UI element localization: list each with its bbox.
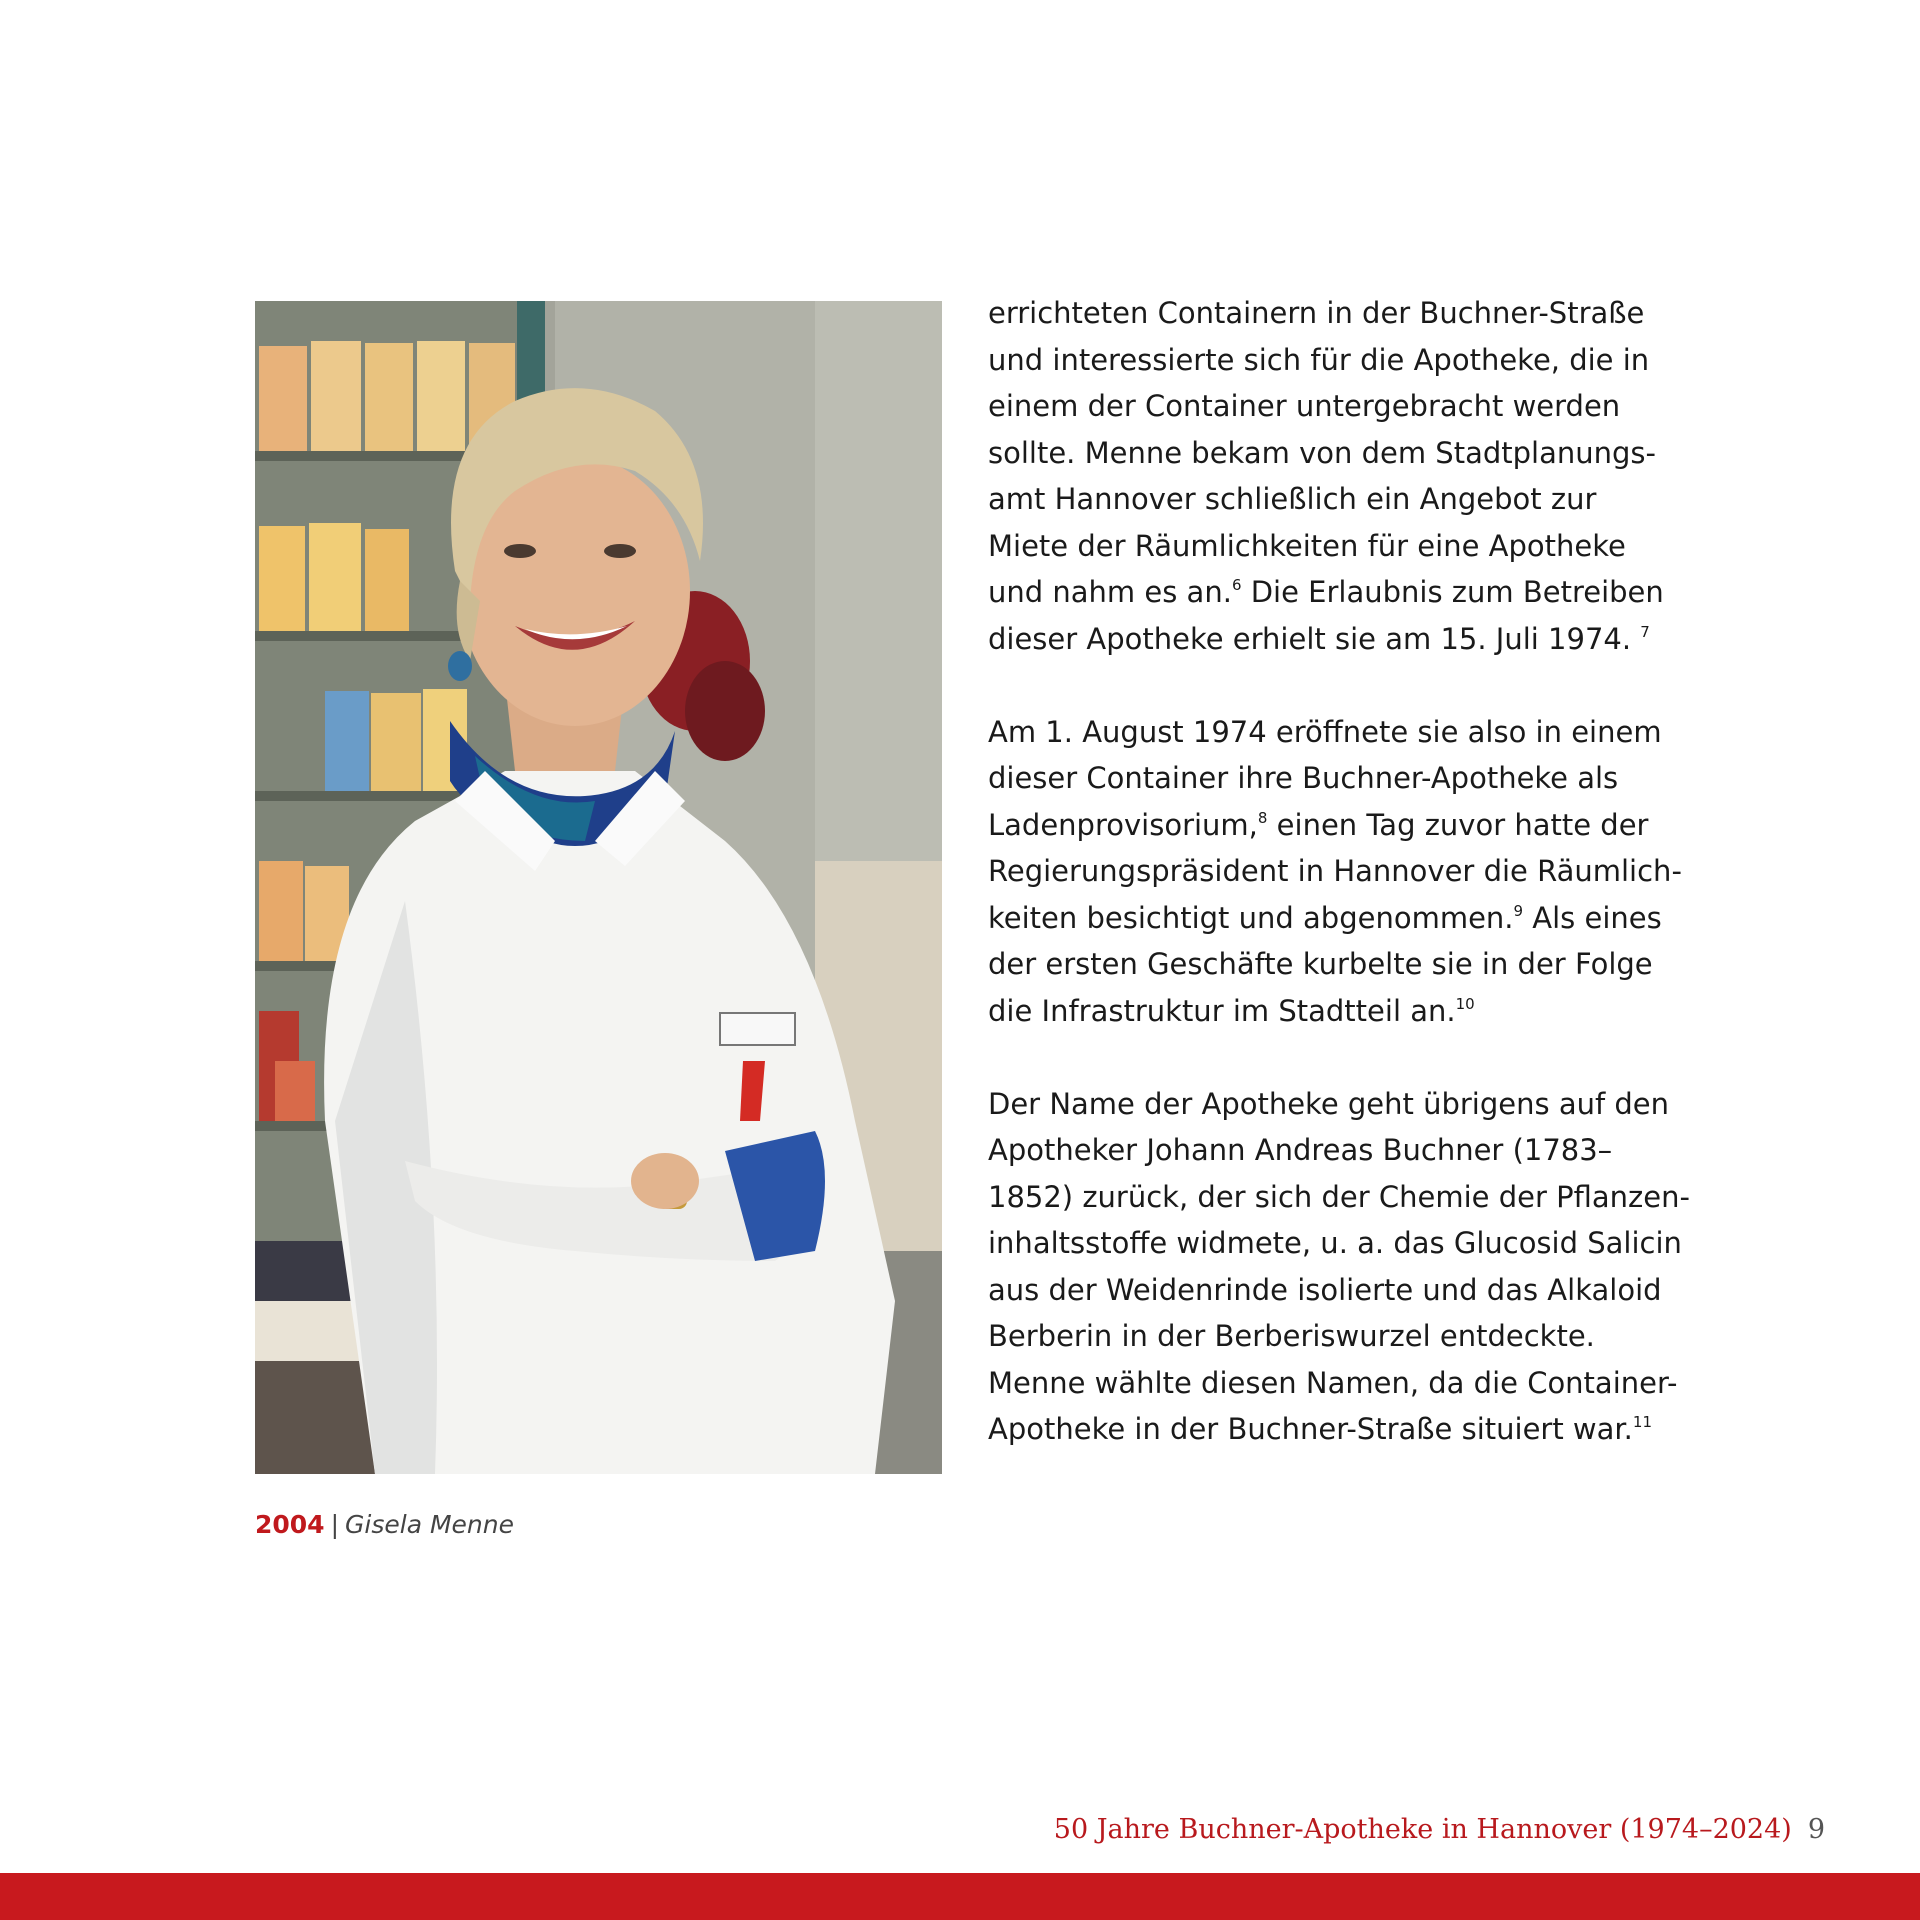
paragraph	[988, 709, 1688, 1035]
line-text: amt Hannover schließlich ein Angebot zur	[988, 482, 1597, 516]
footer-accent-bar	[0, 1873, 1920, 1920]
text-line	[988, 1406, 1688, 1453]
footer-book-title: 50 Jahre Buchner-Apotheke in Hannover (1974–2024)	[1053, 1814, 1792, 1845]
line-text: Ladenprovisorium,	[988, 807, 1258, 842]
line-text: der ersten Geschäfte kurbelte sie in der Folge	[988, 947, 1653, 981]
text-line	[988, 290, 1688, 337]
line-text: und interessierte sich für die Apotheke, die in	[988, 342, 1650, 377]
text-line	[988, 1360, 1688, 1407]
line-text: Apotheke in der Buchner-Straße situiert war.	[988, 1412, 1633, 1446]
line-text: errichteten Containern in der Buchner-Straße	[988, 296, 1645, 330]
line-text: Menne wählte diesen Namen, da die Container-	[988, 1365, 1678, 1400]
line-text: die Infrastruktur im Stadtteil an.	[988, 993, 1456, 1028]
text-line	[988, 337, 1688, 384]
text-line	[988, 616, 1688, 663]
line-text: aus der Weidenrinde isolierte und das Alkaloid	[988, 1272, 1662, 1307]
footnote-marker: 7	[1640, 622, 1650, 641]
photo-caption	[255, 1508, 514, 1542]
footnote-marker: 8	[1257, 808, 1268, 827]
footnote-marker: 10	[1455, 994, 1475, 1013]
text-line	[988, 383, 1688, 430]
line-text: 1852) zurück, der sich der Chemie der Pflanzen-	[988, 1179, 1690, 1214]
line-text: keiten besichtigt und abgenommen.	[988, 900, 1514, 935]
footnote-marker: 6	[1231, 576, 1242, 594]
running-footer	[1054, 1812, 1825, 1848]
line-text: Berberin in der Berberiswurzel entdeckte.	[988, 1319, 1595, 1353]
portrait-photo	[255, 301, 942, 1474]
text-line	[988, 1127, 1688, 1174]
text-line	[988, 1267, 1688, 1314]
body-text	[988, 290, 1688, 1499]
line-text: Der Name der Apotheke geht übrigens auf den	[988, 1086, 1670, 1121]
text-line	[988, 755, 1688, 802]
paragraph	[988, 290, 1688, 662]
line-text: sollte. Menne bekam von dem Stadtplanungs-	[988, 435, 1656, 470]
text-line	[988, 895, 1688, 942]
text-line	[988, 1313, 1688, 1360]
line-text: dieser Apotheke erhielt sie am 15. Juli 1974.	[988, 621, 1641, 656]
page-number: 9	[1807, 1814, 1825, 1845]
line-text: inhaltsstoffe widmete, u. a. das Glucosid Salicin	[988, 1226, 1682, 1260]
line-text-continued: einen Tag zuvor hatte der	[1267, 807, 1649, 842]
text-line	[988, 523, 1688, 570]
footnote-marker: 11	[1632, 1413, 1652, 1431]
text-line	[988, 476, 1688, 523]
line-text-continued: Die Erlaubnis zum Betreiben	[1241, 575, 1664, 609]
text-line	[988, 1081, 1688, 1128]
text-line	[988, 709, 1688, 756]
footnote-marker: 9	[1513, 901, 1524, 920]
text-line	[988, 941, 1688, 988]
caption-separator: |	[330, 1510, 340, 1539]
line-text: dieser Container ihre Buchner-Apotheke als	[988, 761, 1619, 795]
text-line	[988, 1174, 1688, 1221]
text-line	[988, 569, 1688, 616]
line-text: Regierungspräsident in Hannover die Räumlich-	[988, 854, 1682, 888]
caption-year: 2004	[255, 1510, 325, 1539]
paragraph	[988, 1081, 1688, 1453]
text-line	[988, 430, 1688, 477]
line-text: Miete der Räumlichkeiten für eine Apotheke	[988, 528, 1626, 563]
line-text: und nahm es an.	[988, 575, 1232, 609]
text-line	[988, 988, 1688, 1035]
text-line	[988, 802, 1688, 849]
line-text: Am 1. August 1974 eröffnete sie also in einem	[988, 714, 1662, 749]
text-line	[988, 848, 1688, 895]
line-text: einem der Container untergebracht werden	[988, 389, 1621, 423]
line-text: Apotheker Johann Andreas Buchner (1783–	[988, 1133, 1613, 1167]
line-text-continued: Als eines	[1523, 900, 1662, 935]
text-line	[988, 1220, 1688, 1267]
caption-name: Gisela Menne	[345, 1510, 514, 1539]
